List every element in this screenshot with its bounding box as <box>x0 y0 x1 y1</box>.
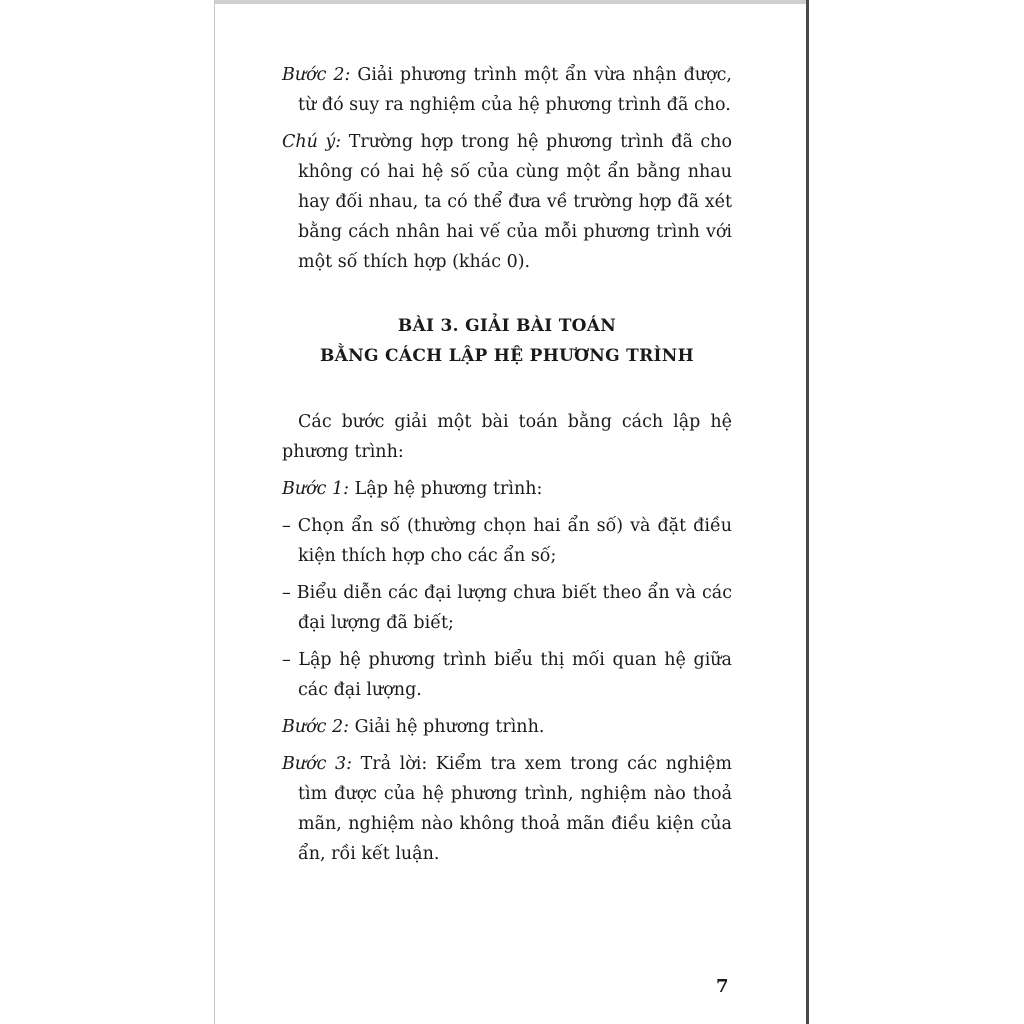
note-text: Trường hợp trong hệ phương trình đã cho không có hai hệ số của cùng một ẩn bằng nhau hay đối nhau, ta có thể đưa về trường hợp đã xét bằng cách nhân hai vế của mỗi phương trình với một số thích hợp (khác 0). <box>298 132 732 272</box>
b1-paragraph <box>282 474 732 504</box>
page-top-edge <box>214 0 806 4</box>
b3-paragraph <box>282 749 732 869</box>
page-left-edge <box>214 0 215 1024</box>
bullet-item: – Biểu diễn các đại lượng chưa biết theo ẩn và các đại lượng đã biết; <box>282 583 732 633</box>
b3-text: Trả lời: Kiểm tra xem trong các nghiệm tìm được của hệ phương trình, nghiệm nào thoả mãn, nghiệm nào không thoả mãn điều kiện của ẩn, rồi kết luận. <box>298 754 733 864</box>
page-number: 7 <box>716 976 729 997</box>
section-heading <box>282 311 732 371</box>
note-paragraph <box>282 127 732 277</box>
b1-text: Lập hệ phương trình: <box>354 479 543 499</box>
b2-paragraph <box>282 712 732 742</box>
bullet-item: – Lập hệ phương trình biểu thị mối quan hệ giữa các đại lượng. <box>282 650 732 700</box>
page-right-edge <box>806 0 809 1024</box>
step2-label: Bước 2: <box>282 65 351 85</box>
b1-label: Bước 1: <box>282 479 350 499</box>
b3-label: Bước 3: <box>282 754 353 774</box>
b2-text: Giải hệ phương trình. <box>354 717 545 737</box>
intro-paragraph: Các bước giải một bài toán bằng cách lập hệ phương trình: <box>282 412 732 462</box>
note-label: Chú ý: <box>282 132 342 152</box>
section-heading-line1: BÀI 3. GIẢI BÀI TOÁN <box>397 316 617 336</box>
step2-paragraph <box>282 60 732 120</box>
bullet-item: – Chọn ẩn số (thường chọn hai ẩn số) và đặt điều kiện thích hợp cho các ẩn số; <box>282 516 732 566</box>
page-content <box>282 60 732 876</box>
section-heading-line2: BẰNG CÁCH LẬP HỆ PHƯƠNG TRÌNH <box>319 346 695 366</box>
b2-label: Bước 2: <box>282 717 350 737</box>
step2-text: Giải phương trình một ẩn vừa nhận được, từ đó suy ra nghiệm của hệ phương trình đã cho. <box>298 65 733 115</box>
